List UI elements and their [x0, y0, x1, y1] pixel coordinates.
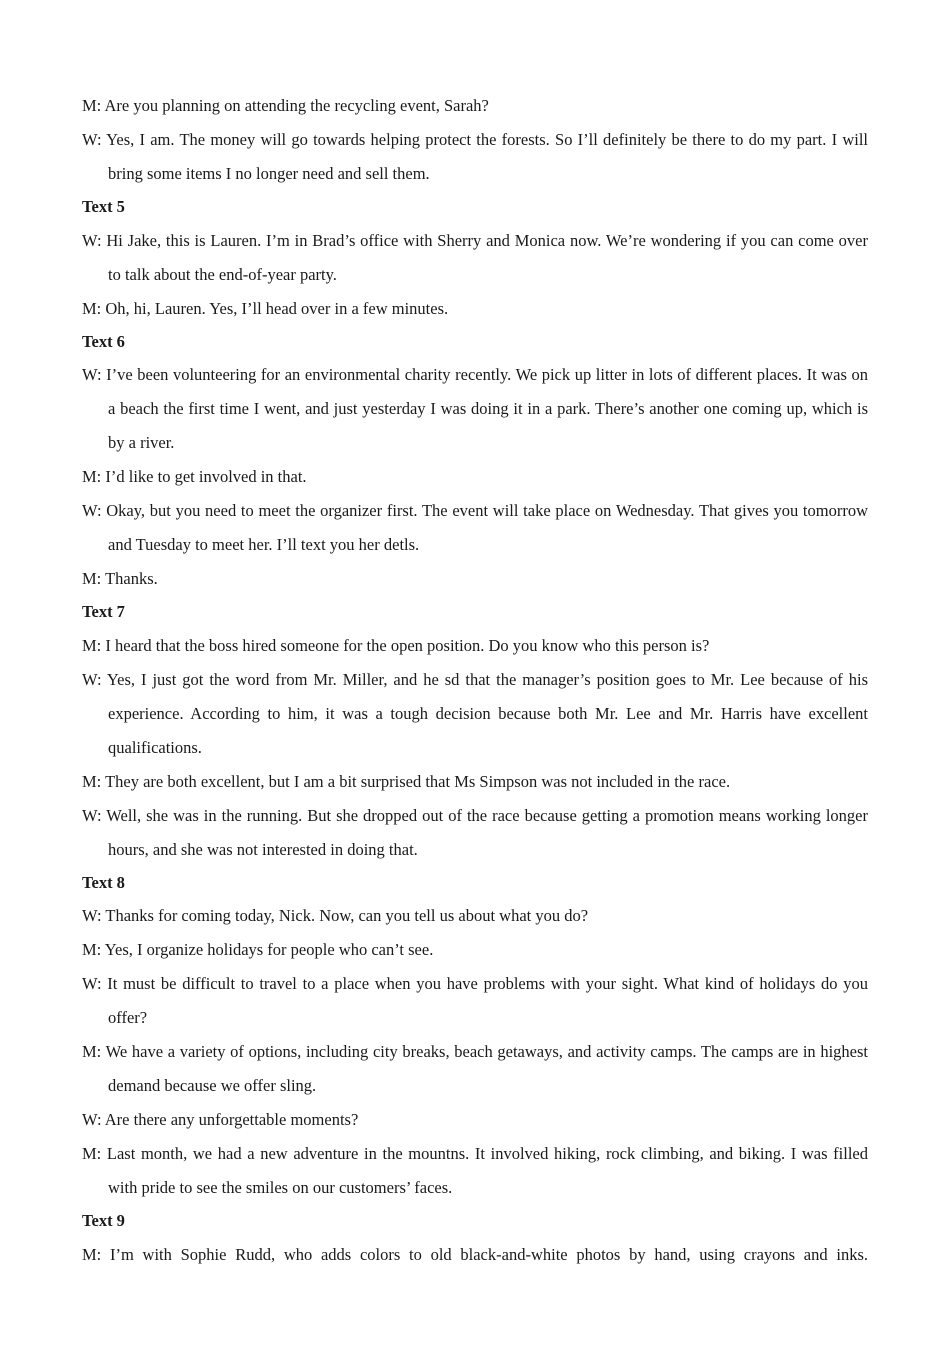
dialogue-line: W: Thanks for coming today, Nick. Now, can you tell us about what you do?	[82, 906, 589, 925]
dialogue-line: M: Last month, we had a new adventure in the mountns. It involved hiking, rock climbing, and biking. I was filled with pride to see the smiles on our customers’ faces.	[82, 1144, 868, 1197]
document-page	[82, 89, 868, 1272]
dialogue-line: M: Are you planning on attending the recycling event, Sarah?	[82, 96, 489, 115]
dialogue-line: M: I’m with Sophie Rudd, who adds colors to old black-and-white photos by hand, using crayons and inks.	[82, 1244, 868, 1264]
dialogue-line: W: Well, she was in the running. But she dropped out of the race because getting a promotion means working longer hours, and she was not interested in doing that.	[82, 805, 868, 859]
dialogue-line: W: Are there any unforgettable moments?	[82, 1110, 359, 1129]
dialogue-line: M: We have a variety of options, including city breaks, beach getaways, and activity camps. The camps are in highest demand because we offer sling.	[82, 1042, 868, 1095]
section-heading: Text 7	[82, 602, 125, 621]
section-heading: Text 9	[82, 1211, 125, 1230]
dialogue-line: M: They are both excellent, but I am a bit surprised that Ms Simpson was not included in the race.	[82, 771, 731, 791]
dialogue-line: M: I’d like to get involved in that.	[82, 467, 307, 486]
dialogue-line: M: Yes, I organize holidays for people who can’t see.	[82, 940, 434, 959]
dialogue-line: W: I’ve been volunteering for an environmental charity recently. We pick up litter in lots of different places. It was on a beach the first time I went, and just yesterday I was doing it in a park. There’s another one coming up, which is by a river.	[82, 365, 868, 452]
dialogue-line: M: Thanks.	[82, 569, 158, 588]
section-heading: Text 8	[82, 872, 125, 892]
section-heading: Text 6	[82, 331, 125, 351]
section-heading: Text 5	[82, 197, 125, 216]
dialogue-line: W: Hi Jake, this is Lauren. I’m in Brad’s office with Sherry and Monica now. We’re wondering if you can come over to talk about the end-of-year party.	[82, 230, 868, 284]
dialogue-line: W: Yes, I am. The money will go towards helping protect the forests. So I’ll definitely be there to do my part. I will bring some items I no longer need and sell them.	[82, 130, 868, 183]
dialogue-line: W: It must be difficult to travel to a place when you have problems with your sight. What kind of holidays do you offer?	[82, 974, 868, 1027]
dialogue-line: M: I heard that the boss hired someone for the open position. Do you know who this person is?	[82, 635, 710, 655]
dialogue-line: W: Okay, but you need to meet the organizer first. The event will take place on Wednesday. That gives you tomorrow and Tuesday to meet her. I’ll text you her detls.	[82, 501, 868, 554]
dialogue-line: M: Oh, hi, Lauren. Yes, I’ll head over in a few minutes.	[82, 298, 449, 318]
dialogue-line: W: Yes, I just got the word from Mr. Miller, and he sd that the manager’s position goes to Mr. Lee because of his experience. According to him, it was a tough decision because both Mr. Lee and Mr. Harris have excellent qualifications.	[82, 669, 868, 757]
